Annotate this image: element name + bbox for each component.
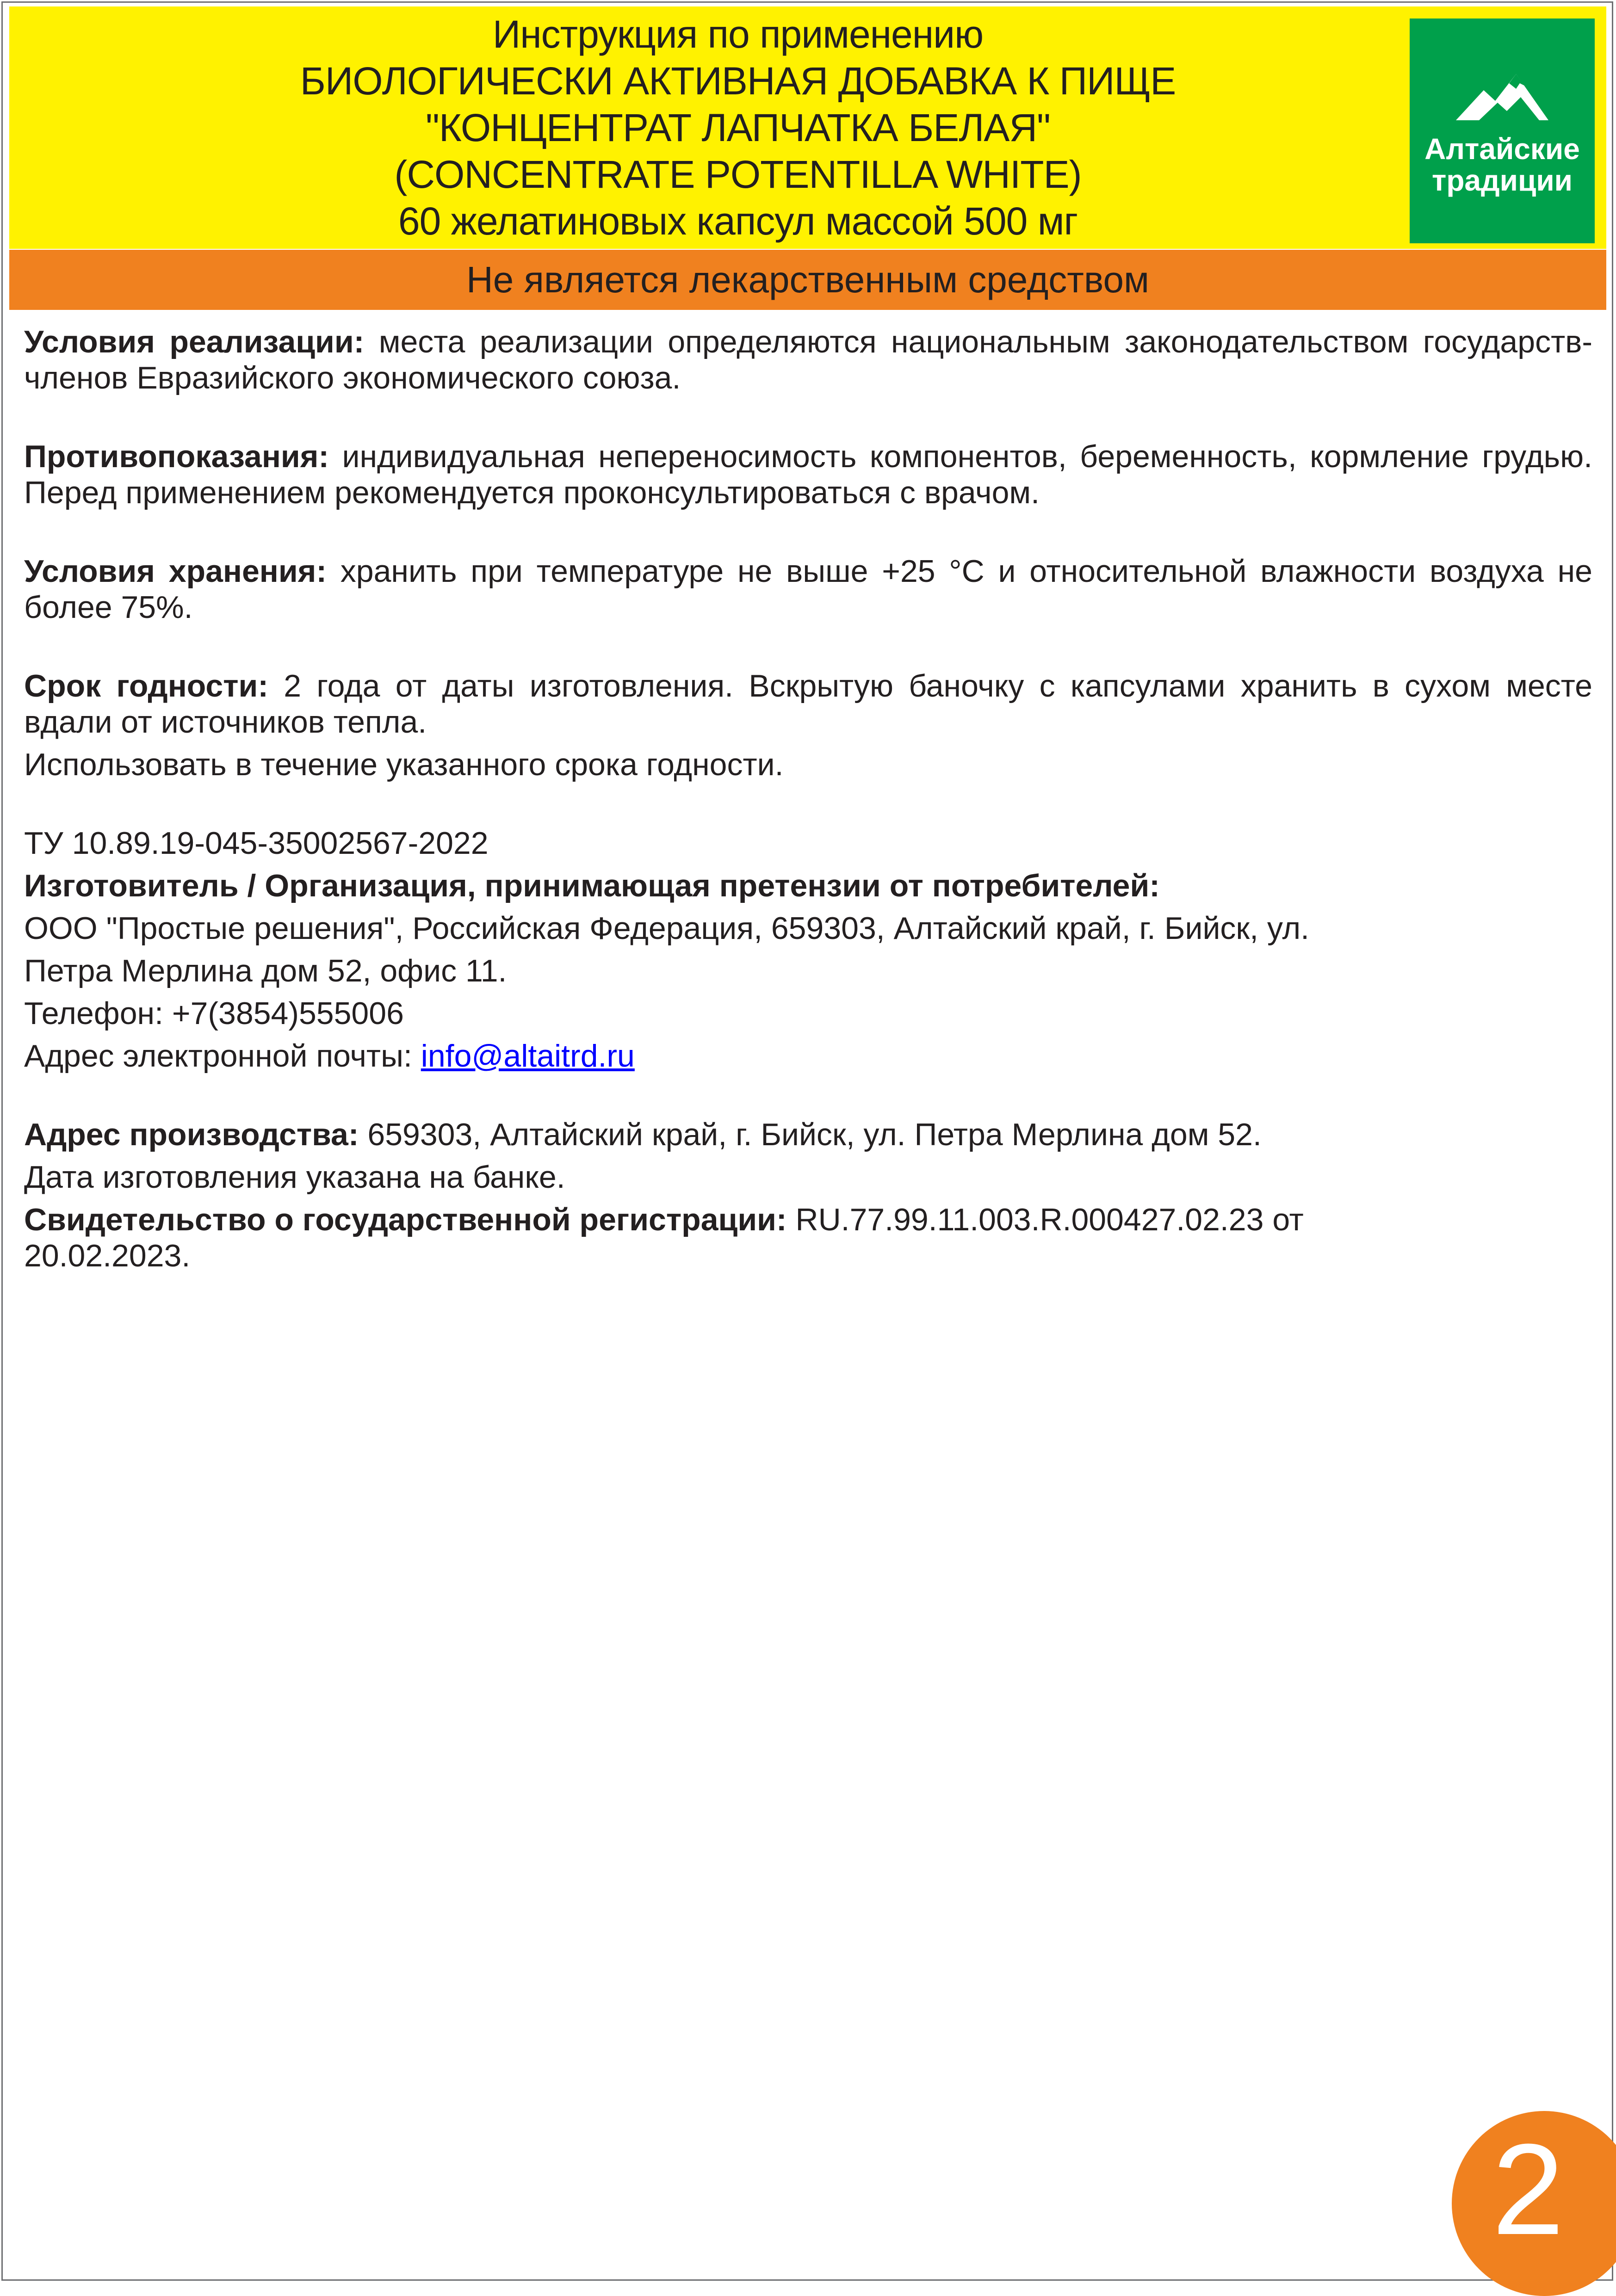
mountain-icon	[1451, 65, 1553, 130]
storage-conditions-label: Условия хранения:	[24, 554, 327, 589]
contraindications-text: индивидуальная непереносимость компонентов, беременность, кормление грудью. Перед применением рекомендуется проконсультироваться с врачом.	[24, 439, 1592, 510]
header-product-name-en: (CONCENTRATE POTENTILLA WHITE)	[394, 152, 1082, 196]
sale-conditions	[24, 324, 1592, 396]
header-titles	[9, 6, 1467, 249]
shelf-life-label: Срок годности:	[24, 668, 268, 704]
production-address-label: Адрес производства:	[24, 1117, 359, 1152]
header-instruction-title: Инструкция по применению	[492, 12, 984, 56]
header-product-category: БИОЛОГИЧЕСКИ АКТИВНАЯ ДОБАВКА К ПИЩЕ	[300, 59, 1176, 103]
instruction-content	[24, 324, 1592, 1274]
contraindications	[24, 438, 1592, 511]
manufacturer-label	[24, 868, 1592, 904]
storage-conditions-text: хранить при температуре не выше +25 °С и относительной влажности воздуха не более 75%.	[24, 554, 1592, 625]
brand-logo	[1410, 19, 1595, 243]
manufacturer-label-text: Изготовитель / Организация, принимающая претензии от потребителей:	[24, 868, 1160, 903]
manufacturer-phone: Телефон: +7(3854)555006	[24, 996, 404, 1031]
manufacturer-address-line2: Петра Мерлина дом 52, офис 11.	[24, 953, 507, 988]
registration-certificate-value: RU.77.99.11.003.R.000427.02.23 от 20.02.2023.	[24, 1202, 1304, 1273]
header-package-info: 60 желатиновых капсул массой 500 мг	[398, 199, 1078, 243]
email-link[interactable]: info@altaitrd.ru	[421, 1038, 635, 1074]
shelf-life	[24, 668, 1592, 740]
not-medicine-notice: Не является лекарственным средством	[9, 250, 1606, 310]
shelf-life-text: 2 года от даты изготовления. Вскрытую баночку с капсулами хранить в сухом месте вдали от источников тепла.	[24, 668, 1592, 740]
brand-logo-text	[1424, 133, 1580, 196]
email-label: Адрес электронной почты:	[24, 1038, 421, 1074]
page-number-badge: 2	[1452, 2111, 1616, 2296]
manufacturer-email-line	[24, 1038, 1592, 1074]
production-address	[24, 1117, 1592, 1153]
registration-certificate	[24, 1202, 1393, 1274]
sale-conditions-label: Условия реализации:	[24, 324, 365, 359]
brand-name-line1: Алтайские	[1424, 132, 1580, 166]
registration-certificate-label: Свидетельство о государственной регистрации:	[24, 1202, 787, 1237]
tu-standard: ТУ 10.89.19-045-35002567-2022	[24, 826, 489, 861]
header-product-name: "КОНЦЕНТРАТ ЛАПЧАТКА БЕЛАЯ"	[426, 105, 1050, 149]
contraindications-label: Противопоказания:	[24, 439, 329, 474]
sale-conditions-text: места реализации определяются национальным законодательством государств-членов Евразийского экономического союза.	[24, 324, 1592, 395]
shelf-life-extra: Использовать в течение указанного срока годности.	[24, 747, 784, 782]
production-address-text: 659303, Алтайский край, г. Бийск, ул. Петра Мерлина дом 52.	[359, 1117, 1262, 1152]
production-date-note: Дата изготовления указана на банке.	[24, 1160, 565, 1195]
storage-conditions	[24, 553, 1592, 625]
brand-name-line2: традиции	[1431, 164, 1573, 197]
manufacturer-address-line1: ООО "Простые решения", Российская Федерация, 659303, Алтайский край, г. Бийск, ул.	[24, 911, 1310, 946]
